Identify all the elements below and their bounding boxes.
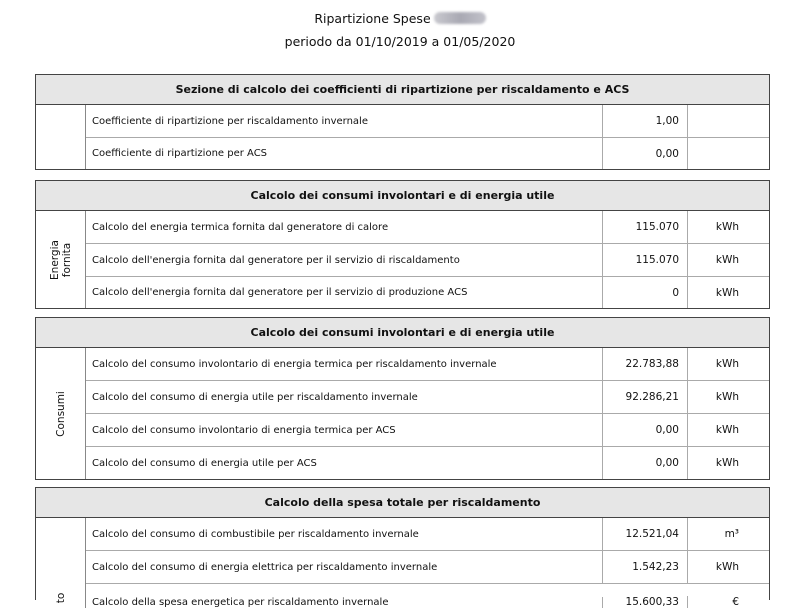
row-value: 12.521,04 (603, 518, 688, 550)
row-unit: kWh (715, 221, 739, 233)
table-row (86, 551, 769, 584)
row-description: Calcolo della spesa energetica per riscaldamento invernale (86, 597, 603, 608)
section-side-label: Energia fornita (36, 211, 86, 308)
section-title: Calcolo dei consumi involontari e di energia utile (36, 181, 769, 211)
section-side-label: to (36, 518, 86, 608)
row-value: 92.286,21 (603, 381, 688, 413)
section-title: Calcolo della spesa totale per riscaldamento (36, 488, 769, 518)
row-description: Calcolo del energia termica fornita dal generatore di calore (86, 211, 603, 243)
section-side-label: Consumi (36, 348, 86, 479)
row-description: Calcolo dell'energia fornita dal generatore per il servizio di riscaldamento (86, 244, 603, 276)
row-unit: kWh (715, 561, 739, 573)
table-row (86, 211, 769, 244)
row-description: Coefficiente di ripartizione per ACS (86, 138, 603, 169)
table-row (86, 244, 769, 277)
row-unit: kWh (715, 457, 739, 469)
row-value: 115.070 (603, 244, 688, 276)
row-description: Calcolo del consumo di energia utile per riscaldamento invernale (86, 381, 603, 413)
row-description: Calcolo del consumo involontario di energia termica per ACS (86, 414, 603, 446)
row-value: 22.783,88 (603, 348, 688, 380)
row-value: 0 (603, 277, 688, 308)
row-description: Calcolo del consumo di combustibile per riscaldamento invernale (86, 518, 603, 550)
row-description: Calcolo del consumo di energia utile per ACS (86, 447, 603, 479)
table-row (86, 584, 769, 608)
section-side-label (36, 105, 86, 169)
row-unit: kWh (715, 424, 739, 436)
row-value: 115.070 (603, 211, 688, 243)
row-value: 0,00 (603, 414, 688, 446)
table-row (86, 138, 769, 169)
row-value: 0,00 (603, 447, 688, 479)
row-description: Calcolo del consumo di energia elettrica per riscaldamento invernale (86, 551, 603, 583)
row-description: Coefficiente di ripartizione per riscaldamento invernale (86, 105, 603, 137)
row-unit (688, 138, 769, 169)
row-unit: m³ (724, 528, 739, 540)
table-row (86, 414, 769, 447)
table-row (86, 348, 769, 381)
section-coefficients (35, 74, 770, 170)
row-unit (688, 105, 769, 137)
row-unit: kWh (715, 391, 739, 403)
row-value: 15.600,33 (603, 596, 688, 608)
row-unit: kWh (715, 254, 739, 266)
report-title: Ripartizione Spese (0, 11, 800, 26)
report-period: periodo da 01/10/2019 a 01/05/2020 (284, 34, 516, 49)
table-row (86, 447, 769, 479)
row-unit: kWh (715, 358, 739, 370)
row-unit: € (732, 596, 739, 608)
table-row (86, 518, 769, 551)
section-title: Sezione di calcolo dei coefficienti di ripartizione per riscaldamento e ACS (36, 75, 769, 105)
row-unit: kWh (715, 286, 739, 299)
row-value: 1,00 (603, 105, 688, 137)
row-value: 0,00 (603, 138, 688, 169)
section-total-heating-cost (35, 487, 770, 608)
section-consumption (35, 317, 770, 480)
redacted-name (434, 12, 486, 24)
section-title: Calcolo dei consumi involontari e di energia utile (36, 318, 769, 348)
table-row (86, 277, 769, 308)
row-value: 1.542,23 (603, 551, 688, 583)
row-description: Calcolo dell'energia fornita dal generatore per il servizio di produzione ACS (86, 277, 603, 308)
row-description: Calcolo del consumo involontario di energia termica per riscaldamento invernale (86, 348, 603, 380)
table-row (86, 105, 769, 138)
table-row (86, 381, 769, 414)
section-energy-supplied (35, 180, 770, 309)
